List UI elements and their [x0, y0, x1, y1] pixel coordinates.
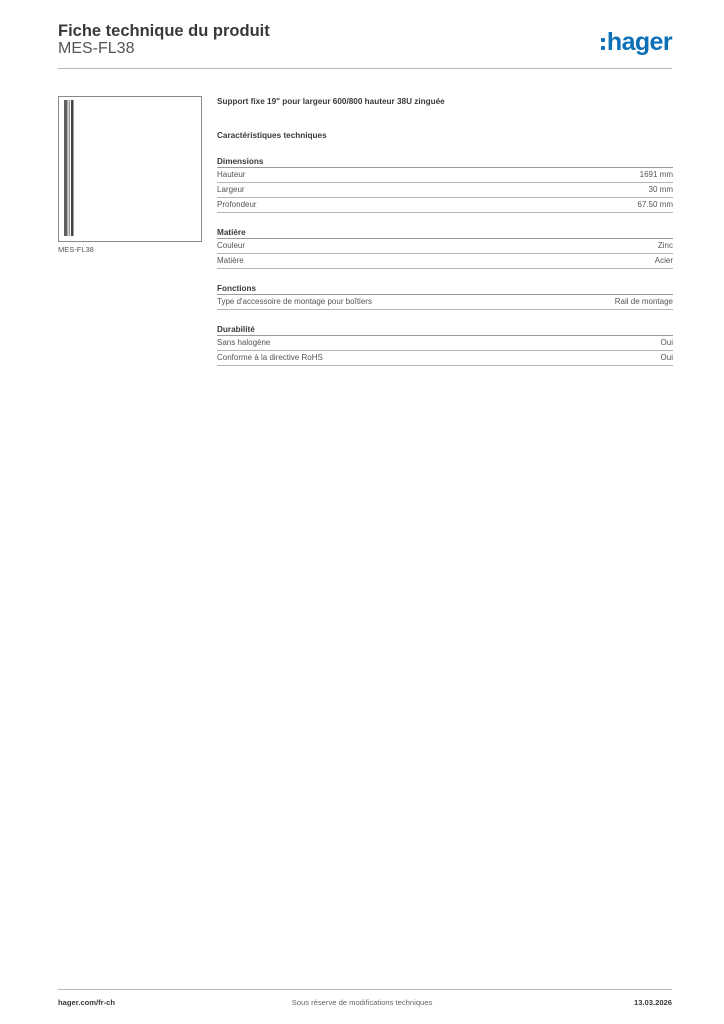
section-dimensions — [217, 156, 673, 213]
spec-value: 67.50 mm — [637, 200, 673, 209]
product-reference: MES-FL38 — [58, 40, 135, 57]
spec-row — [217, 351, 673, 366]
spec-label: Hauteur — [217, 170, 246, 179]
footer-notice: Sous réserve de modifications techniques — [291, 998, 433, 1007]
spec-value: Zinc — [657, 241, 673, 250]
spec-row — [217, 198, 673, 213]
product-image — [58, 96, 202, 242]
section-durability — [217, 324, 673, 366]
footer-date: 13.03.2026 — [633, 998, 672, 1007]
spec-value: 1691 mm — [639, 170, 673, 179]
product-description: Support fixe 19" pour largeur 600/800 hauteur 38U zinguée — [217, 97, 445, 106]
spec-label: Couleur — [217, 241, 246, 250]
spec-row — [217, 336, 673, 351]
mounting-rail-icon — [59, 97, 201, 241]
spec-label: Profondeur — [217, 200, 257, 209]
product-details — [217, 96, 673, 366]
spec-row — [217, 295, 673, 310]
logo-dots-icon — [601, 38, 605, 50]
section-title: Durabilité — [217, 324, 673, 336]
footer-divider — [58, 989, 672, 990]
spec-label: Largeur — [217, 185, 245, 194]
spec-label: Matière — [217, 256, 244, 265]
footer-website-link[interactable]: hager.com/fr-ch — [58, 998, 115, 1007]
spec-value: Acier — [654, 256, 673, 265]
spec-row — [217, 239, 673, 254]
spec-value: Rail de montage — [614, 297, 673, 306]
section-title: Fonctions — [217, 283, 673, 295]
spec-value: Oui — [660, 338, 673, 347]
page-title: Fiche technique du produit — [58, 22, 270, 40]
spec-label: Conforme à la directive RoHS — [217, 353, 323, 362]
hager-logo — [601, 27, 672, 57]
spec-value: 30 mm — [648, 185, 673, 194]
spec-row — [217, 168, 673, 183]
spec-row — [217, 254, 673, 269]
spec-value: Oui — [660, 353, 673, 362]
specs-heading: Caractéristiques techniques — [217, 131, 327, 140]
spec-row — [217, 183, 673, 198]
spec-label: Type d'accessoire de montage pour boîtiers — [217, 297, 372, 306]
header-divider — [58, 68, 672, 69]
image-caption: MES-FL38 — [58, 245, 94, 254]
spec-label: Sans halogène — [217, 338, 271, 347]
logo-text: hager — [606, 27, 672, 56]
section-title: Matière — [217, 227, 673, 239]
section-title: Dimensions — [217, 156, 673, 168]
section-functions — [217, 283, 673, 310]
section-material — [217, 227, 673, 269]
